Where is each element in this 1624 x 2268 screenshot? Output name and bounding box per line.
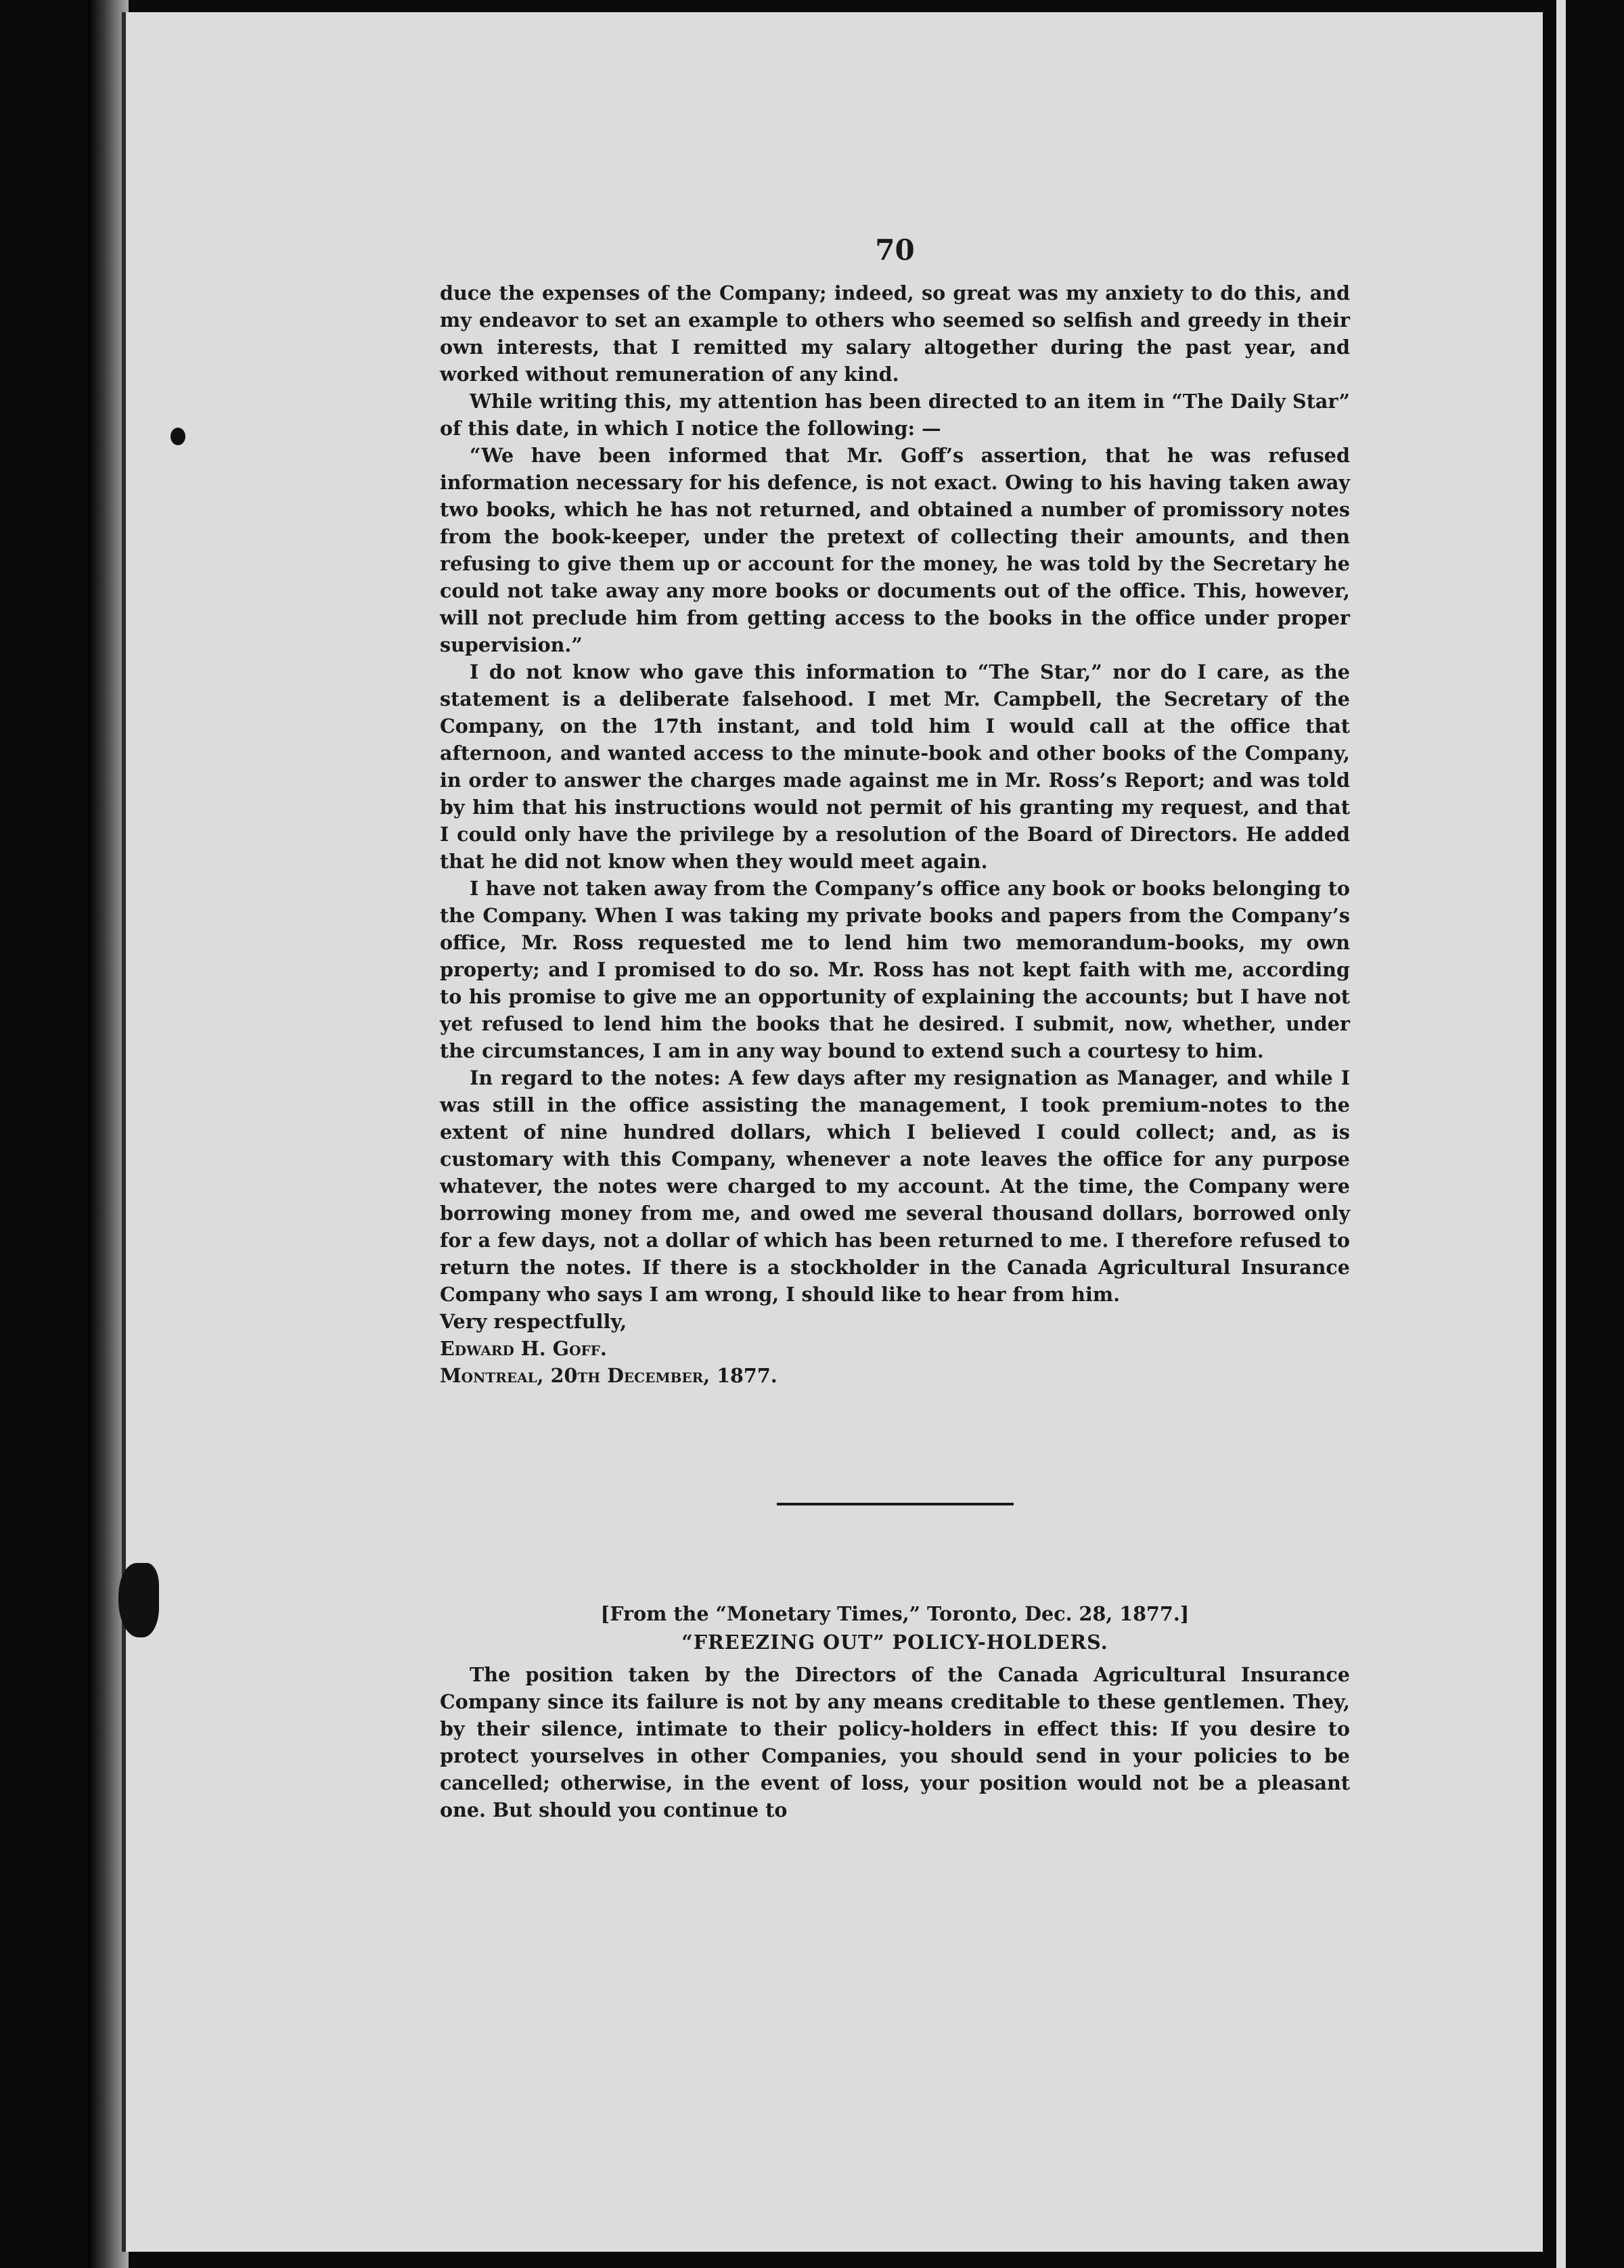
article-headline: “FREEZING OUT” POLICY-HOLDERS.	[681, 1631, 1108, 1654]
paragraph: duce the expenses of the Company; indeed, so great was my anxiety to do this, and my endeavor to set an example to others who seemed so selfish and greedy in their own interests, that I remitted my salary altogether during the past year, and worked without remuneration of any kind.	[440, 281, 1350, 386]
dateline: Montreal, 20th December, 1877.	[440, 1364, 777, 1387]
ink-blot	[171, 428, 185, 445]
scan-border-right	[1543, 0, 1624, 2268]
paragraph: I have not taken away from the Company’s office any book or books belonging to the Company. When I was taking my private books and papers from the Company’s office, Mr. Ross requested me to lend him two memorandum-books, my own property; and I promised to do so. Mr. Ross has not kept faith with me, according to his promise to give me an opportunity of explaining the accounts; but I have not yet refused to lend him the books that he desired. I submit, now, whether, under the circumstances, I am in any way bound to extend such a courtesy to him.	[440, 877, 1350, 1062]
paragraph: While writing this, my attention has been directed to an item in “The Daily Star” of this date, in which I notice the following: —	[440, 390, 1350, 440]
article-paragraph: The position taken by the Directors of the Canada Agricultural Insurance Company since its failure is not by any means creditable to these gentlemen. They, by their silence, intimate to their policy-holders in effect this: If you desire to protect yourselves in other Companies, you should send in your policies to be cancelled; otherwise, in the event of loss, your position would not be a pleasant one. But should you continue to	[440, 1663, 1350, 1821]
section-divider	[777, 1503, 1014, 1505]
page-number: 70	[875, 233, 915, 267]
paragraph: I do not know who gave this information to “The Star,” nor do I care, as the statement is a deliberate falsehood. I met Mr. Campbell, the Secretary of the Company, on the 17th instant, and told him I would call at the office that afternoon, and wanted access to the minute-book and other books of the Company, in order to answer the charges made against me in Mr. Ross’s Report; and was told by him that his instructions would not permit of his granting my request, and that I could only have the privilege by a resolution of the Board of Directors. He added that he did not know when they would meet again.	[440, 660, 1350, 873]
paragraph: In regard to the notes: A few days after my resignation as Manager, and while I was still in the office assisting the management, I took premium-notes to the extent of nine hundred dollars, which I believed I could collect; and, as is customary with this Company, whenever a note leaves the office for any purpose whatever, the notes were charged to my account. At the time, the Company were borrowing money from me, and owed me several thousand dollars, borrowed only for a few days, not a dollar of which has been returned to me. I therefore refused to return the notes. If there is a stockholder in the Canada Agricultural Insurance Company who says I am wrong, I should like to hear from him.	[440, 1066, 1350, 1306]
quoted-paragraph: “We have been informed that Mr. Goff’s assertion, that he was refused information necessary for his defence, is not exact. Owing to his having taken away two books, which he has not returned, and obtained a number of promissory notes from the book-keeper, under the pretext of collecting their amounts, and then refusing to give them up or account for the money, he was told by the Secretary he could not take away any more books or documents out of the office. This, however, will not preclude him from getting access to the books in the office under proper supervision.”	[440, 444, 1350, 656]
source-line: [From the “Monetary Times,” Toronto, Dec. 28, 1877.]	[600, 1602, 1190, 1625]
closing: Very respectfully,	[440, 1310, 627, 1333]
ink-blot	[118, 1563, 159, 1637]
scan-edge-line	[1556, 0, 1566, 2268]
signature: Edward H. Goff.	[440, 1337, 607, 1360]
document-body	[440, 233, 1350, 1823]
